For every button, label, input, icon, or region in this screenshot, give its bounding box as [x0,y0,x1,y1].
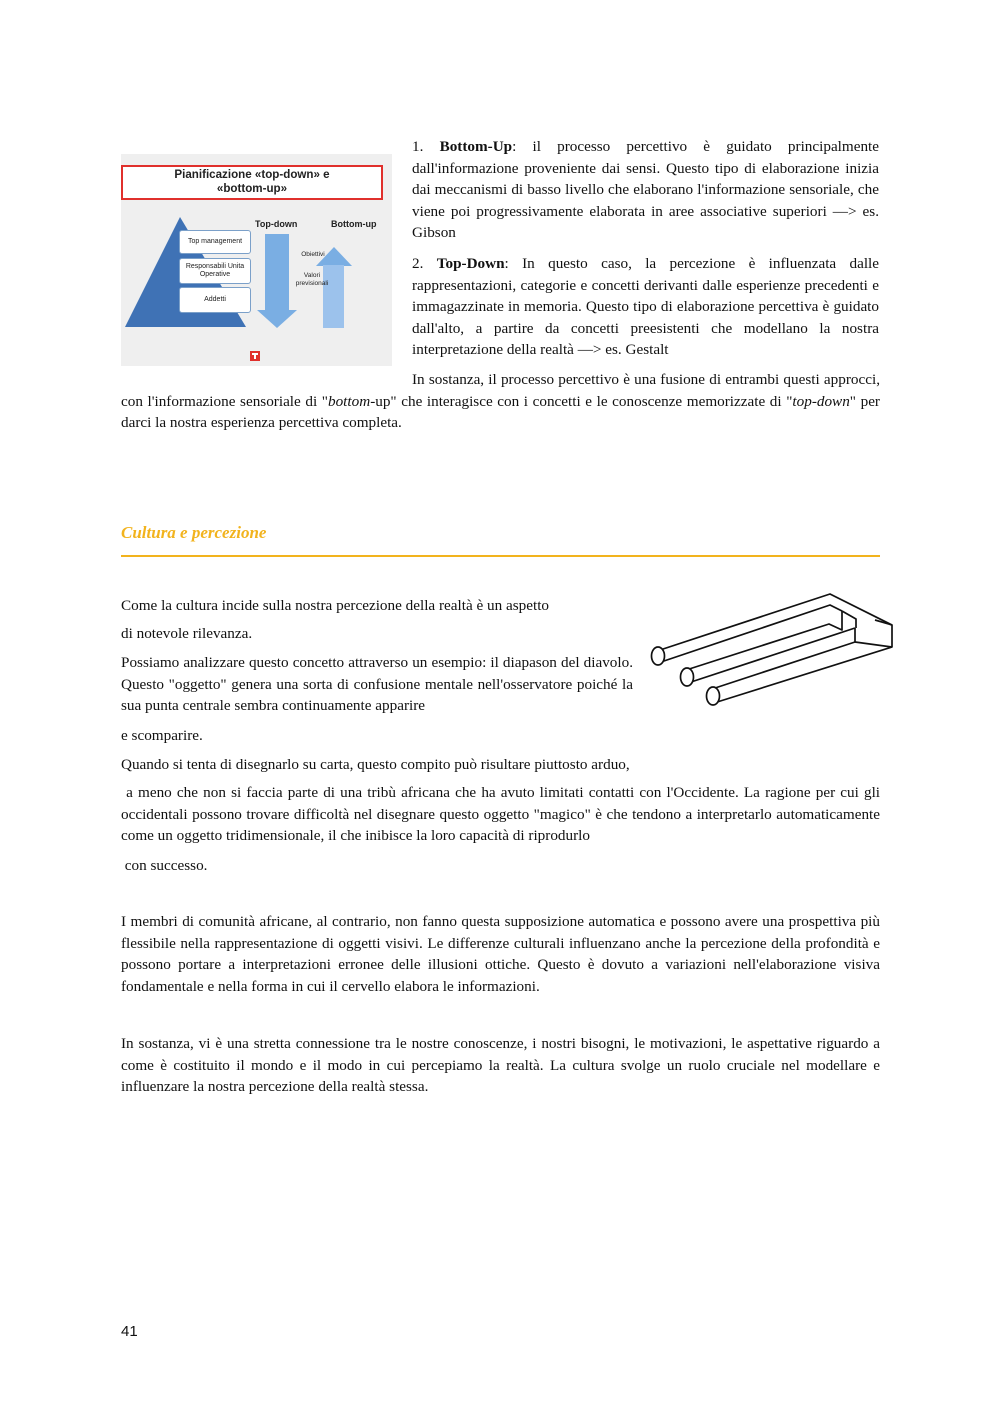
summary-em1: bottom [327,392,371,410]
heading-rule [121,555,880,557]
item1-text: : il processo percettivo è guidato principalmente dall'informazione proveniente dai sensi. Questo tipo di elaborazione inizia dai meccanismi di basso livello che elaborano l'informazione sensoriale, che viene poi progressivamente elaborata in aree associative superiori —> es. Gibson [412,138,880,242]
item2-term: Top-Down [436,255,505,272]
col-bottomup-label: Bottom-up [331,219,377,229]
section-paragraph-2: di notevole rilevanza. [121,625,253,642]
forecast-values-line1: Valori [303,272,321,279]
summary-part2: -up" che interagisce con i concetti e le conoscenze memorizzate di " [370,392,793,410]
forecast-values-label [289,272,335,288]
summary-em2: top-down [792,392,850,410]
level-top-management: Top management [179,230,251,254]
item2-number: 2. [412,255,424,272]
objectives-label: Obiettivi [301,251,325,258]
item-bottom-up [412,136,879,244]
page-number: 41 [121,1323,138,1340]
devils-fork-illusion-image [645,590,897,710]
slide-graphics [121,154,392,366]
item-top-down [412,253,879,361]
forecast-values-line2: previsionali [295,280,329,287]
level-unit-managers: Responsabili Unita Operative [179,258,251,284]
section-paragraph-8: I membri di comunità africane, al contrario, non fanno questa supposizione automatica e possono avere una prospettiva più flessibile nella rappresentazione di oggetti visivi. Le differenze culturali influenzano anche la percezione della profondità e possono portare a interpretazioni erronee delle illusioni ottiche. Questo è dovuto a variazioni nell'elaborazione visiva fondamentale e nella forma in cui il cervello elabora le informazioni. [121,913,880,995]
section-paragraph-3: Possiamo analizzare questo concetto attraverso un esempio: il diapason del diavolo. Questo "oggetto" genera una sorta di confusione mentale nell'osservatore poiché la sua punta centrale sembra continuamente apparire [121,654,633,715]
section-paragraph-7: con successo. [121,857,208,874]
item2-text: : In questo caso, la percezione è influenzata dalle rappresentazioni, categorie e concetti derivanti dalle esperienze precedenti e immagazzinate in memoria. Questo tipo di elaborazione percettiva è guidato dall'alto, a partire da concetti preesistenti che modellano la nostra interpretazione della realtà —> es. Gestalt [412,255,880,359]
planning-slide-image [121,154,392,366]
section-paragraph-9: In sostanza, vi è una stretta connessione tra le nostre conoscenze, i nostri bisogni, le motivazioni, le aspettative riguardo a come è costituito il mondo e il modo in cui percepiamo la realtà. La cultura svolge un ruolo cruciale nel modellare e influenzare la nostra percezione della realtà stessa. [121,1035,880,1096]
slide-title-line1: Pianificazione «top-down» e [174,168,330,181]
section-heading: Cultura e percezione [121,523,267,542]
summary-paragraph [121,369,880,434]
summary-part3: " per darci la nostra esperienza percettiva completa. [121,392,880,432]
col-topdown-label: Top-down [255,219,298,229]
item1-term: Bottom-Up [439,138,513,155]
item1-number: 1. [412,138,424,155]
section-paragraph-4: e scomparire. [121,727,203,744]
level-staff: Addetti [179,287,251,313]
slide-title-line2: «bottom-up» [216,182,288,195]
summary-part1: In sostanza, il processo percettivo è una fusione di entrambi questi approcci, con l'informazione sensoriale di " [121,371,880,410]
section-paragraph-1: Come la cultura incide sulla nostra percezione della realtà è un aspetto [121,597,550,614]
section-paragraph-5: Quando si tenta di disegnarlo su carta, questo compito può risultare piuttosto arduo, [121,756,630,773]
section-paragraph-6: a meno che non si faccia parte di una tribù africana che ha avuto limitati contatti con l'Occidente. La ragione per cui gli occidentali possono trovare difficoltà nel disegnare questo oggetto "magico" è che tendono a interpretarlo automaticamente come un oggetto tridimensionale, il che inibisce la loro capacità di riprodurlo [121,784,884,845]
